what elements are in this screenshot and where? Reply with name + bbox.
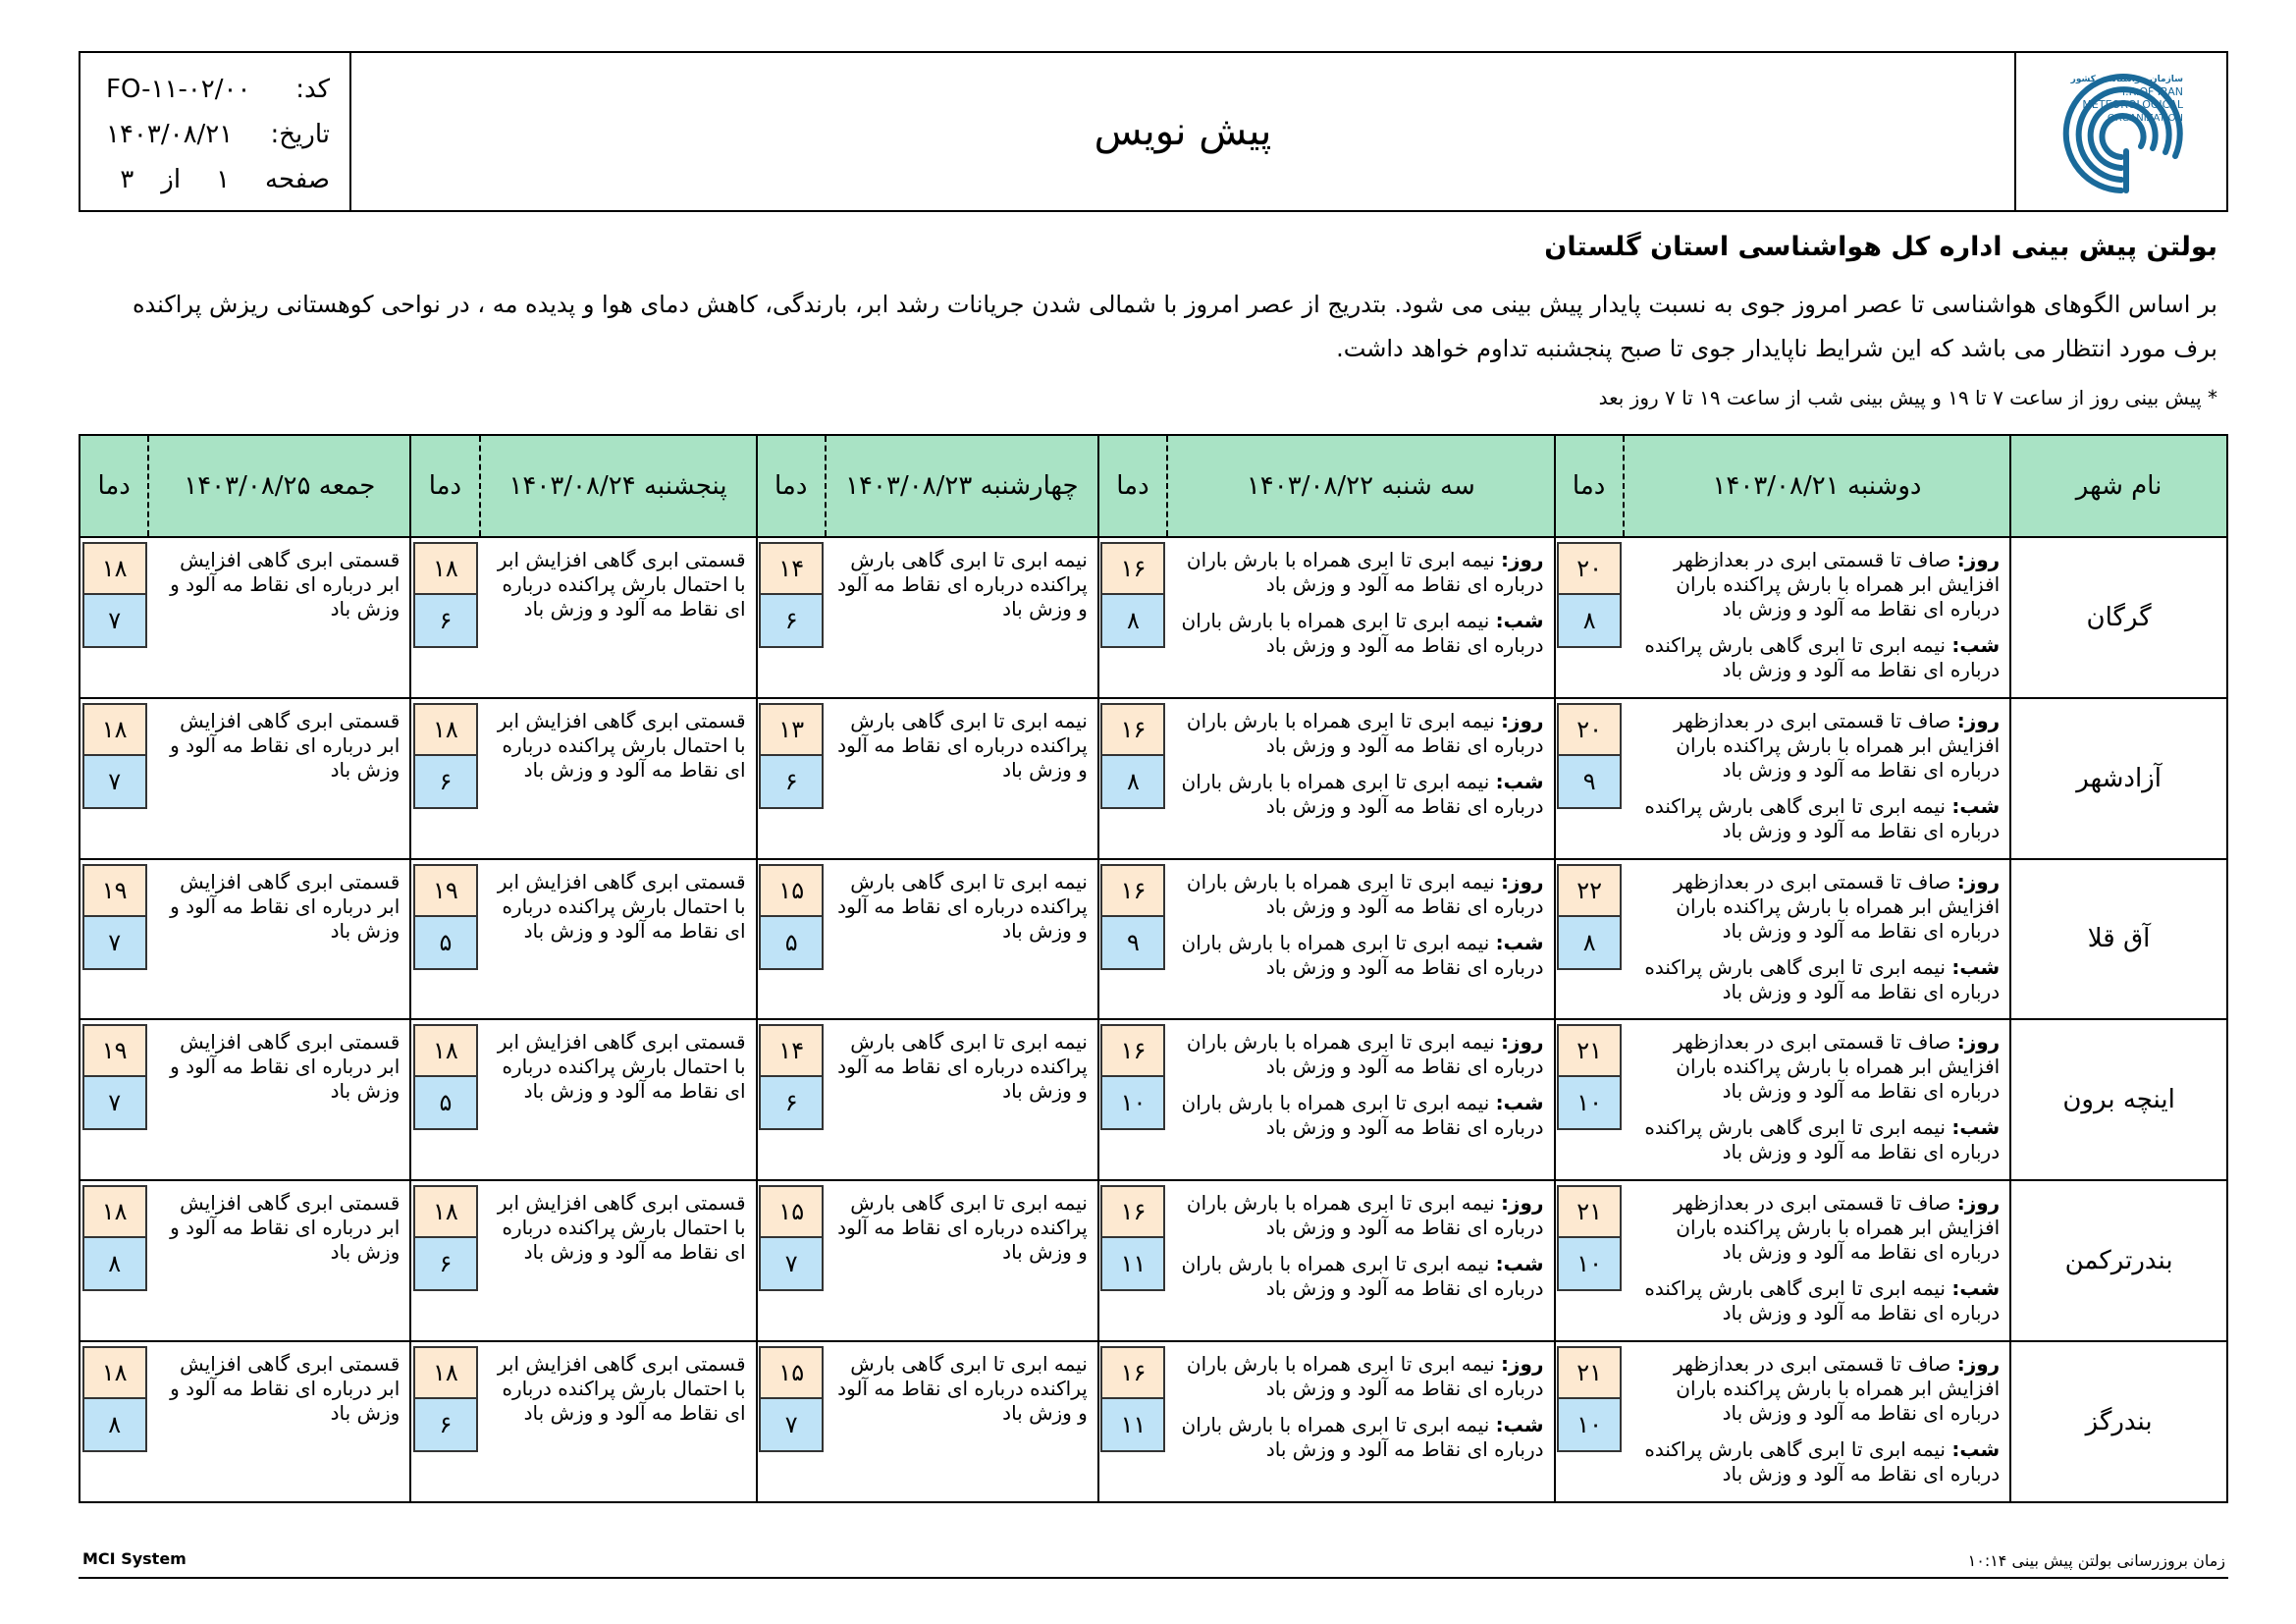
temperature-cell — [757, 537, 826, 698]
min-temperature: ۱۱ — [1100, 1399, 1165, 1452]
night-label: شب: — [1495, 609, 1544, 632]
city-name: بندرترکمن — [2010, 1180, 2227, 1341]
day-label: روز: — [1501, 869, 1544, 893]
min-temperature: ۶ — [413, 756, 478, 809]
max-temperature: ۱۳ — [759, 703, 824, 756]
page-total: ۳ — [120, 165, 134, 194]
min-temperature: ۷ — [82, 1077, 147, 1130]
code-value: FO-۱۱-۰۲/۰۰ — [106, 75, 251, 104]
temperature-cell — [1098, 1341, 1167, 1502]
table-row — [80, 537, 2227, 698]
day-forecast-text: صاف تا قسمتی ابری در بعدازظهر افزایش ابر همراه با بارش پراکنده باران درباره ای نقاط مه آلود و وزش باد — [1673, 548, 2001, 621]
table-row — [80, 859, 2227, 1020]
max-temperature: ۱۵ — [759, 1346, 824, 1399]
day-label: روز: — [1501, 1030, 1544, 1055]
forecast-description — [148, 1019, 410, 1180]
day-label: روز: — [1501, 708, 1544, 732]
temperature-cell — [410, 537, 479, 698]
system-label: MCI System — [82, 1549, 187, 1568]
day-label: روز: — [1501, 548, 1544, 571]
forecast-description — [480, 537, 757, 698]
forecast-description — [826, 1341, 1098, 1502]
night-forecast — [1175, 770, 1543, 819]
forecast-description — [1624, 1341, 2010, 1502]
night-forecast — [1175, 931, 1543, 980]
forecast-description — [480, 859, 757, 1020]
day-label: روز: — [1956, 1030, 2001, 1055]
forecast-text: قسمتی ابری گاهی افزایش ابر با احتمال بارش پراکنده درباره ای نقاط مه آلود و وزش باد — [497, 869, 746, 943]
night-label: شب: — [1951, 1115, 2001, 1140]
night-forecast — [1631, 1115, 2000, 1164]
max-temperature: ۱۶ — [1100, 1024, 1165, 1077]
night-forecast-text: نیمه ابری تا ابری گاهی بارش پراکنده درباره ای نقاط مه آلود و وزش باد — [1644, 633, 2001, 681]
temperature-cell — [757, 698, 826, 859]
night-label: شب: — [1951, 793, 2001, 818]
max-temperature: ۱۸ — [82, 1346, 147, 1399]
forecast-description — [148, 537, 410, 698]
min-temperature: ۱۰ — [1557, 1399, 1622, 1452]
bulletin-body: بر اساس الگوهای هواشناسی تا عصر امروز جوی به نسبت پایدار پیش بینی می شود. بتدریج از عصر امروز با شمالی شدن جریانات رشد ابر، بارندگی، کاهش دمای هوا و پدیده مه ، در نواحی کوهستانی ریزش پراکنده برف مورد انتظار می باشد که این شرایط ناپایدار جوی تا صبح پنجشنبه تداوم خواهد داشت. — [132, 291, 2217, 362]
max-temperature: ۱۹ — [82, 864, 147, 917]
forecast-text: قسمتی ابری گاهی افزایش ابر درباره ای نقاط مه آلود و وزش باد — [170, 1030, 400, 1104]
min-temperature: ۱۱ — [1100, 1238, 1165, 1291]
day-column-header: سه شنبه ۱۴۰۳/۰۸/۲۲ — [1167, 435, 1554, 537]
day-forecast-text: صاف تا قسمتی ابری در بعدازظهر افزایش ابر همراه با بارش پراکنده باران درباره ای نقاط مه آلود و وزش باد — [1673, 708, 2001, 782]
night-forecast-text: نیمه ابری تا ابری همراه با بارش باران درباره ای نقاط مه آلود و وزش باد — [1181, 1091, 1544, 1140]
forecast-text: نیمه ابری تا ابری گاهی بارش پراکنده درباره ای نقاط مه آلود و وزش باد — [837, 1191, 1088, 1265]
logo-text-1: I.R.OF IRAN — [2121, 85, 2183, 98]
day-forecast-text: صاف تا قسمتی ابری در بعدازظهر افزایش ابر همراه با بارش پراکنده باران درباره ای نقاط مه آلود و وزش باد — [1673, 1351, 2001, 1425]
day-forecast-text: صاف تا قسمتی ابری در بعدازظهر افزایش ابر همراه با بارش پراکنده باران درباره ای نقاط مه آلود و وزش باد — [1673, 869, 2001, 943]
forecast-description — [1624, 537, 2010, 698]
min-temperature: ۹ — [1100, 917, 1165, 970]
forecast-description — [1624, 1180, 2010, 1341]
city-column-header: نام شهر — [2010, 435, 2227, 537]
max-temperature: ۱۸ — [413, 1024, 478, 1077]
day-forecast-text: نیمه ابری تا ابری همراه با بارش باران درباره ای نقاط مه آلود و وزش باد — [1186, 548, 1544, 596]
max-temperature: ۱۹ — [413, 864, 478, 917]
forecast-text: قسمتی ابری گاهی افزایش ابر با احتمال بارش پراکنده درباره ای نقاط مه آلود و وزش باد — [497, 1191, 746, 1265]
min-temperature: ۸ — [82, 1399, 147, 1452]
max-temperature: ۱۵ — [759, 864, 824, 917]
forecast-text: قسمتی ابری گاهی افزایش ابر با احتمال بارش پراکنده درباره ای نقاط مه آلود و وزش باد — [497, 1351, 746, 1425]
temperature-cell — [1555, 1341, 1624, 1502]
night-label: شب: — [1495, 769, 1544, 793]
meteorological-organization-logo — [2014, 53, 2226, 210]
night-forecast-text: نیمه ابری تا ابری گاهی بارش پراکنده درباره ای نقاط مه آلود و وزش باد — [1644, 1436, 2001, 1486]
forecast-description — [480, 1341, 757, 1502]
logo-text-3: ORGANIZATION — [2107, 113, 2183, 124]
temperature-cell — [1098, 859, 1167, 1020]
max-temperature: ۱۴ — [759, 542, 824, 595]
forecast-text: نیمه ابری تا ابری گاهی بارش پراکنده درباره ای نقاط مه آلود و وزش باد — [837, 1351, 1088, 1425]
min-temperature: ۶ — [759, 1077, 824, 1130]
logo-icon — [2028, 58, 2215, 205]
temperature-cell — [80, 1341, 148, 1502]
night-forecast — [1631, 633, 2000, 682]
temperature-cell — [410, 1341, 479, 1502]
max-temperature: ۱۸ — [82, 703, 147, 756]
temperature-cell — [757, 1019, 826, 1180]
temperature-cell — [1098, 537, 1167, 698]
night-forecast — [1175, 1413, 1543, 1462]
night-label: شب: — [1951, 1436, 2001, 1461]
forecast-time-note: * پیش بینی روز از ساعت ۷ تا ۱۹ و پیش بینی شب از ساعت ۱۹ تا ۷ روز بعد — [1598, 386, 2217, 409]
forecast-description — [826, 537, 1098, 698]
forecast-description — [1167, 1341, 1554, 1502]
page-label: صفحه — [265, 165, 330, 194]
day-column-header: چهارشنبه ۱۴۰۳/۰۸/۲۳ — [826, 435, 1098, 537]
night-label: شب: — [1951, 633, 2001, 657]
max-temperature: ۲۱ — [1557, 1024, 1622, 1077]
night-forecast — [1631, 794, 2000, 843]
temperature-cell — [80, 1019, 148, 1180]
night-forecast-text: نیمه ابری تا ابری همراه با بارش باران درباره ای نقاط مه آلود و وزش باد — [1181, 609, 1544, 657]
page-of-label: از — [161, 165, 182, 194]
day-label: روز: — [1956, 869, 2001, 893]
forecast-text: قسمتی ابری گاهی افزایش ابر درباره ای نقاط مه آلود و وزش باد — [170, 1191, 400, 1265]
min-temperature: ۵ — [759, 917, 824, 970]
min-temperature: ۸ — [82, 1238, 147, 1291]
max-temperature: ۲۱ — [1557, 1185, 1622, 1238]
temperature-cell — [1098, 698, 1167, 859]
table-body — [80, 537, 2227, 1502]
temperature-cell — [80, 698, 148, 859]
forecast-description — [148, 1180, 410, 1341]
date-value: ۱۴۰۳/۰۸/۲۱ — [106, 120, 234, 149]
forecast-text: قسمتی ابری گاهی افزایش ابر درباره ای نقاط مه آلود و وزش باد — [170, 708, 400, 782]
max-temperature: ۱۸ — [413, 703, 478, 756]
max-temperature: ۱۵ — [759, 1185, 824, 1238]
temperature-cell — [80, 537, 148, 698]
day-label: روز: — [1956, 708, 2001, 732]
forecast-description — [826, 859, 1098, 1020]
min-temperature: ۹ — [1557, 756, 1622, 809]
night-label: شب: — [1951, 1276, 2001, 1301]
day-forecast-text: نیمه ابری تا ابری همراه با بارش باران درباره ای نقاط مه آلود و وزش باد — [1186, 1191, 1544, 1240]
min-temperature: ۷ — [759, 1238, 824, 1291]
day-label: روز: — [1501, 1351, 1544, 1376]
table-row — [80, 1180, 2227, 1341]
forecast-description — [480, 1180, 757, 1341]
max-temperature: ۱۸ — [413, 1346, 478, 1399]
temperature-cell — [757, 1341, 826, 1502]
max-temperature: ۲۲ — [1557, 864, 1622, 917]
table-row — [80, 698, 2227, 859]
temperature-cell — [1098, 1019, 1167, 1180]
night-label: شب: — [1951, 954, 2001, 979]
forecast-text: قسمتی ابری گاهی افزایش ابر با احتمال بارش پراکنده درباره ای نقاط مه آلود و وزش باد — [497, 708, 746, 782]
forecast-description — [480, 1019, 757, 1180]
min-temperature: ۶ — [413, 595, 478, 648]
min-temperature: ۵ — [413, 917, 478, 970]
update-time: زمان بروزرسانی بولتن پیش بینی ۱۰:۱۴ — [1967, 1551, 2225, 1570]
max-temperature: ۱۶ — [1100, 1185, 1165, 1238]
forecast-text: قسمتی ابری گاهی افزایش ابر درباره ای نقاط مه آلود و وزش باد — [170, 1351, 400, 1425]
day-label: روز: — [1501, 1191, 1544, 1216]
forecast-text: قسمتی ابری گاهی افزایش ابر درباره ای نقاط مه آلود و وزش باد — [170, 548, 400, 621]
day-forecast-text: نیمه ابری تا ابری همراه با بارش باران درباره ای نقاط مه آلود و وزش باد — [1186, 1351, 1544, 1400]
night-forecast — [1631, 1276, 2000, 1326]
temp-column-header: دما — [757, 435, 826, 537]
forecast-text: نیمه ابری تا ابری گاهی بارش پراکنده درباره ای نقاط مه آلود و وزش باد — [837, 869, 1088, 943]
max-temperature: ۱۸ — [82, 542, 147, 595]
min-temperature: ۱۰ — [1100, 1077, 1165, 1130]
city-name: بندرگز — [2010, 1341, 2227, 1502]
table-row — [80, 1019, 2227, 1180]
day-label: روز: — [1956, 1191, 2001, 1216]
temperature-cell — [1555, 537, 1624, 698]
document-code-block — [80, 53, 351, 210]
temperature-cell — [1098, 1180, 1167, 1341]
min-temperature: ۱۰ — [1557, 1238, 1622, 1291]
logo-text-fa: سازمان هواشناسی کشور — [2070, 75, 2183, 84]
day-column-header: پنجشنبه ۱۴۰۳/۰۸/۲۴ — [480, 435, 757, 537]
document-header — [79, 51, 2228, 212]
max-temperature: ۲۰ — [1557, 542, 1622, 595]
city-name: آق قلا — [2010, 859, 2227, 1020]
max-temperature: ۱۸ — [413, 542, 478, 595]
city-name: آزادشهر — [2010, 698, 2227, 859]
forecast-description — [148, 698, 410, 859]
night-forecast-text: نیمه ابری تا ابری همراه با بارش باران درباره ای نقاط مه آلود و وزش باد — [1181, 930, 1544, 979]
city-name: گرگان — [2010, 537, 2227, 698]
temp-column-header: دما — [80, 435, 148, 537]
min-temperature: ۶ — [413, 1399, 478, 1452]
temperature-cell — [410, 698, 479, 859]
forecast-text: نیمه ابری تا ابری گاهی بارش پراکنده درباره ای نقاط مه آلود و وزش باد — [837, 548, 1088, 621]
min-temperature: ۶ — [759, 595, 824, 648]
night-forecast-text: نیمه ابری تا ابری گاهی بارش پراکنده درباره ای نقاط مه آلود و وزش باد — [1644, 793, 2001, 842]
forecast-text: قسمتی ابری گاهی افزایش ابر درباره ای نقاط مه آلود و وزش باد — [170, 869, 400, 943]
page-number: ۱ — [216, 165, 231, 194]
bulletin-title: بولتن پیش بینی اداره کل هواشناسی استان گلستان — [1544, 232, 2217, 262]
max-temperature: ۱۶ — [1100, 1346, 1165, 1399]
max-temperature: ۲۰ — [1557, 703, 1622, 756]
forecast-text: نیمه ابری تا ابری گاهی بارش پراکنده درباره ای نقاط مه آلود و وزش باد — [837, 708, 1088, 782]
night-label: شب: — [1495, 1412, 1544, 1436]
night-forecast-text: نیمه ابری تا ابری همراه با بارش باران درباره ای نقاط مه آلود و وزش باد — [1181, 769, 1544, 818]
max-temperature: ۱۸ — [82, 1185, 147, 1238]
temperature-cell — [1555, 698, 1624, 859]
table-row — [80, 1341, 2227, 1502]
day-forecast-text: نیمه ابری تا ابری همراه با بارش باران درباره ای نقاط مه آلود و وزش باد — [1186, 708, 1544, 757]
temperature-cell — [757, 859, 826, 1020]
forecast-description — [1167, 537, 1554, 698]
forecast-description — [1167, 859, 1554, 1020]
min-temperature: ۶ — [759, 756, 824, 809]
night-forecast — [1175, 609, 1543, 658]
forecast-table — [79, 434, 2228, 1503]
day-forecast-text: نیمه ابری تا ابری همراه با بارش باران درباره ای نقاط مه آلود و وزش باد — [1186, 1030, 1544, 1079]
forecast-description — [1624, 698, 2010, 859]
temperature-cell — [410, 1180, 479, 1341]
date-label: تاریخ: — [270, 120, 330, 149]
temp-column-header: دما — [410, 435, 479, 537]
forecast-description — [826, 698, 1098, 859]
code-label: کد: — [295, 75, 330, 104]
day-column-header: دوشنبه ۱۴۰۳/۰۸/۲۱ — [1624, 435, 2010, 537]
day-label: روز: — [1956, 1351, 2001, 1376]
forecast-description — [1167, 1019, 1554, 1180]
min-temperature: ۱۰ — [1557, 1077, 1622, 1130]
night-forecast-text: نیمه ابری تا ابری گاهی بارش پراکنده درباره ای نقاط مه آلود و وزش باد — [1644, 1115, 2001, 1164]
night-label: شب: — [1495, 1091, 1544, 1115]
min-temperature: ۵ — [413, 1077, 478, 1130]
max-temperature: ۱۶ — [1100, 542, 1165, 595]
temperature-cell — [1555, 1180, 1624, 1341]
table-header-row — [80, 435, 2227, 537]
day-label: روز: — [1956, 548, 2001, 571]
max-temperature: ۱۸ — [413, 1185, 478, 1238]
min-temperature: ۸ — [1100, 756, 1165, 809]
night-forecast-text: نیمه ابری تا ابری گاهی بارش پراکنده درباره ای نقاط مه آلود و وزش باد — [1644, 954, 2001, 1003]
min-temperature: ۶ — [413, 1238, 478, 1291]
max-temperature: ۱۹ — [82, 1024, 147, 1077]
forecast-text: نیمه ابری تا ابری گاهی بارش پراکنده درباره ای نقاط مه آلود و وزش باد — [837, 1030, 1088, 1104]
night-forecast — [1631, 955, 2000, 1004]
min-temperature: ۸ — [1557, 595, 1622, 648]
day-forecast-text: نیمه ابری تا ابری همراه با بارش باران درباره ای نقاط مه آلود و وزش باد — [1186, 869, 1544, 918]
forecast-description — [148, 1341, 410, 1502]
night-label: شب: — [1495, 930, 1544, 954]
forecast-description — [826, 1019, 1098, 1180]
forecast-description — [826, 1180, 1098, 1341]
temperature-cell — [80, 859, 148, 1020]
max-temperature: ۱۶ — [1100, 703, 1165, 756]
max-temperature: ۱۴ — [759, 1024, 824, 1077]
min-temperature: ۸ — [1100, 595, 1165, 648]
footer-divider — [79, 1577, 2228, 1579]
min-temperature: ۷ — [82, 756, 147, 809]
temperature-cell — [1555, 859, 1624, 1020]
forecast-description — [148, 859, 410, 1020]
min-temperature: ۷ — [82, 595, 147, 648]
night-forecast — [1175, 1091, 1543, 1140]
min-temperature: ۷ — [759, 1399, 824, 1452]
night-forecast-text: نیمه ابری تا ابری همراه با بارش باران درباره ای نقاط مه آلود و وزش باد — [1181, 1252, 1544, 1301]
forecast-text: قسمتی ابری گاهی افزایش ابر با احتمال بارش پراکنده درباره ای نقاط مه آلود و وزش باد — [497, 1030, 746, 1104]
min-temperature: ۷ — [82, 917, 147, 970]
night-forecast — [1175, 1252, 1543, 1301]
forecast-description — [1624, 859, 2010, 1020]
city-name: اینچه برون — [2010, 1019, 2227, 1180]
night-forecast-text: نیمه ابری تا ابری گاهی بارش پراکنده درباره ای نقاط مه آلود و وزش باد — [1644, 1276, 2001, 1326]
forecast-description — [1624, 1019, 2010, 1180]
document-title: پیش نویس — [1094, 109, 1272, 154]
forecast-description — [480, 698, 757, 859]
day-forecast-text: صاف تا قسمتی ابری در بعدازظهر افزایش ابر همراه با بارش پراکنده باران درباره ای نقاط مه آلود و وزش باد — [1673, 1191, 2001, 1265]
day-forecast-text: صاف تا قسمتی ابری در بعدازظهر افزایش ابر همراه با بارش پراکنده باران درباره ای نقاط مه آلود و وزش باد — [1673, 1030, 2001, 1104]
temp-column-header: دما — [1555, 435, 1624, 537]
day-column-header: جمعه ۱۴۰۳/۰۸/۲۵ — [148, 435, 410, 537]
temp-column-header: دما — [1098, 435, 1167, 537]
max-temperature: ۱۶ — [1100, 864, 1165, 917]
night-forecast-text: نیمه ابری تا ابری همراه با بارش باران درباره ای نقاط مه آلود و وزش باد — [1181, 1412, 1544, 1461]
night-label: شب: — [1495, 1252, 1544, 1276]
forecast-description — [1167, 1180, 1554, 1341]
max-temperature: ۲۱ — [1557, 1346, 1622, 1399]
forecast-description — [1167, 698, 1554, 859]
forecast-text: قسمتی ابری گاهی افزایش ابر با احتمال بارش پراکنده درباره ای نقاط مه آلود و وزش باد — [497, 548, 746, 621]
min-temperature: ۸ — [1557, 917, 1622, 970]
logo-text-2: METEOROLOGICAL — [2082, 98, 2183, 111]
night-forecast — [1631, 1437, 2000, 1487]
temperature-cell — [410, 1019, 479, 1180]
temperature-cell — [1555, 1019, 1624, 1180]
temperature-cell — [757, 1180, 826, 1341]
temperature-cell — [410, 859, 479, 1020]
temperature-cell — [80, 1180, 148, 1341]
